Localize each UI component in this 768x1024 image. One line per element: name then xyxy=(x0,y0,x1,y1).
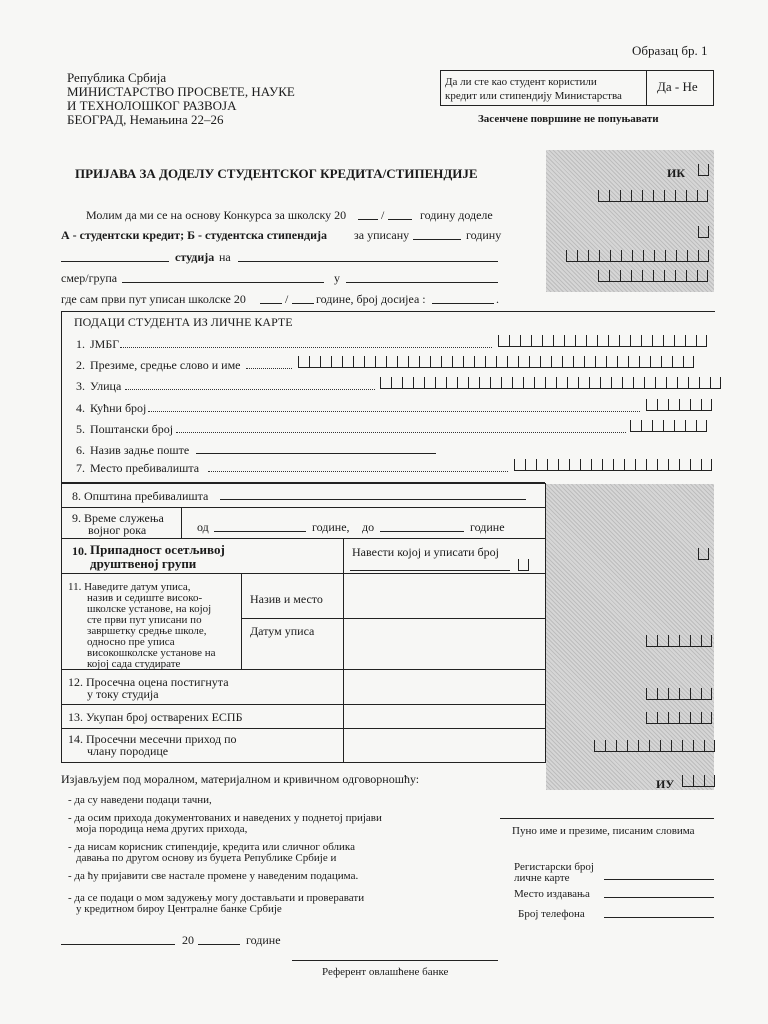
enrolled-year[interactable] xyxy=(413,239,461,240)
question-line-1: Да ли сте као студент користили xyxy=(445,76,597,88)
house-number-field[interactable] xyxy=(646,399,712,411)
intro-box-2[interactable] xyxy=(698,226,709,238)
military-from-field[interactable] xyxy=(214,531,306,532)
enrollment-date-field[interactable] xyxy=(344,619,545,668)
page-title: ПРИЈАВА ЗА ДОДЕЛУ СТУДЕНТСКОГ КРЕДИТА/СТИПЕНДИЈЕ xyxy=(75,166,478,181)
question-line-2: кредит или стипендију Министарства xyxy=(445,90,622,102)
org-line-4: БЕОГРАД, Немањина 22–26 xyxy=(67,112,224,127)
study-level[interactable] xyxy=(61,261,169,262)
referent-signature-line[interactable] xyxy=(292,960,498,961)
average-grade-field[interactable] xyxy=(344,670,545,703)
intro-line-1a: Молим да ми се на основу Конкурса за школску 20 xyxy=(86,208,347,222)
org-line-2: МИНИСТАРСТВО ПРОСВЕТЕ, НАУКЕ xyxy=(67,84,295,99)
street-field[interactable] xyxy=(380,377,721,389)
shade-boxes-11[interactable] xyxy=(646,635,712,647)
municipality-field[interactable] xyxy=(220,499,526,500)
ik-label: ИК xyxy=(667,166,686,180)
faculty-name[interactable] xyxy=(238,261,498,262)
residence-field[interactable] xyxy=(514,459,712,471)
ects-field[interactable] xyxy=(344,705,545,727)
sensitive-group-box[interactable] xyxy=(518,559,529,571)
question-answer[interactable]: Да - Не xyxy=(657,79,698,94)
org-line-1: Република Србија xyxy=(67,70,167,85)
intro-boxes-3[interactable] xyxy=(566,250,709,262)
city[interactable] xyxy=(346,282,498,283)
first-enroll-from[interactable] xyxy=(260,303,282,304)
intro-boxes-1[interactable] xyxy=(598,190,708,202)
issue-place-field[interactable] xyxy=(604,897,714,898)
shade-boxes-12[interactable] xyxy=(646,688,712,700)
first-enroll-to[interactable] xyxy=(292,303,314,304)
shade-boxes-14[interactable] xyxy=(594,740,715,752)
intro-boxes-4[interactable] xyxy=(598,270,708,282)
jmbg-field[interactable] xyxy=(498,335,707,347)
student-data-section xyxy=(61,311,545,483)
school-year-from[interactable] xyxy=(358,219,378,220)
military-to-field[interactable] xyxy=(380,531,464,532)
fullname-field[interactable] xyxy=(500,818,714,819)
major-group[interactable] xyxy=(122,282,324,283)
last-post-office-field[interactable] xyxy=(196,453,436,454)
section-heading: ПОДАЦИ СТУДЕНТА ИЗ ЛИЧНЕ КАРТЕ xyxy=(74,315,293,329)
shaded-note: Засенчене површине не попуњавати xyxy=(478,113,659,125)
form-number: Образац бр. 1 xyxy=(632,43,708,58)
iu-label: ИУ xyxy=(656,777,675,791)
date-year-field[interactable] xyxy=(198,944,240,945)
postal-code-field[interactable] xyxy=(630,420,707,432)
shade-boxes-13[interactable] xyxy=(646,712,712,724)
date-day-field[interactable] xyxy=(61,944,175,945)
iu-boxes[interactable] xyxy=(682,775,715,787)
intro-line-2a: А - студентски кредит; Б - студентска стипендија xyxy=(61,228,328,242)
institution-name-field[interactable] xyxy=(344,574,545,617)
sensitive-group-field[interactable] xyxy=(350,570,510,571)
ik-box[interactable] xyxy=(698,164,709,176)
file-number[interactable] xyxy=(432,303,494,304)
id-number-field[interactable] xyxy=(604,879,714,880)
org-line-3: И ТЕХНОЛОШКОГ РАЗВОЈА xyxy=(67,98,237,113)
shade-box-10[interactable] xyxy=(698,548,709,560)
name-field[interactable] xyxy=(298,356,694,368)
school-year-to[interactable] xyxy=(388,219,412,220)
income-field[interactable] xyxy=(344,729,545,762)
phone-field[interactable] xyxy=(604,917,714,918)
